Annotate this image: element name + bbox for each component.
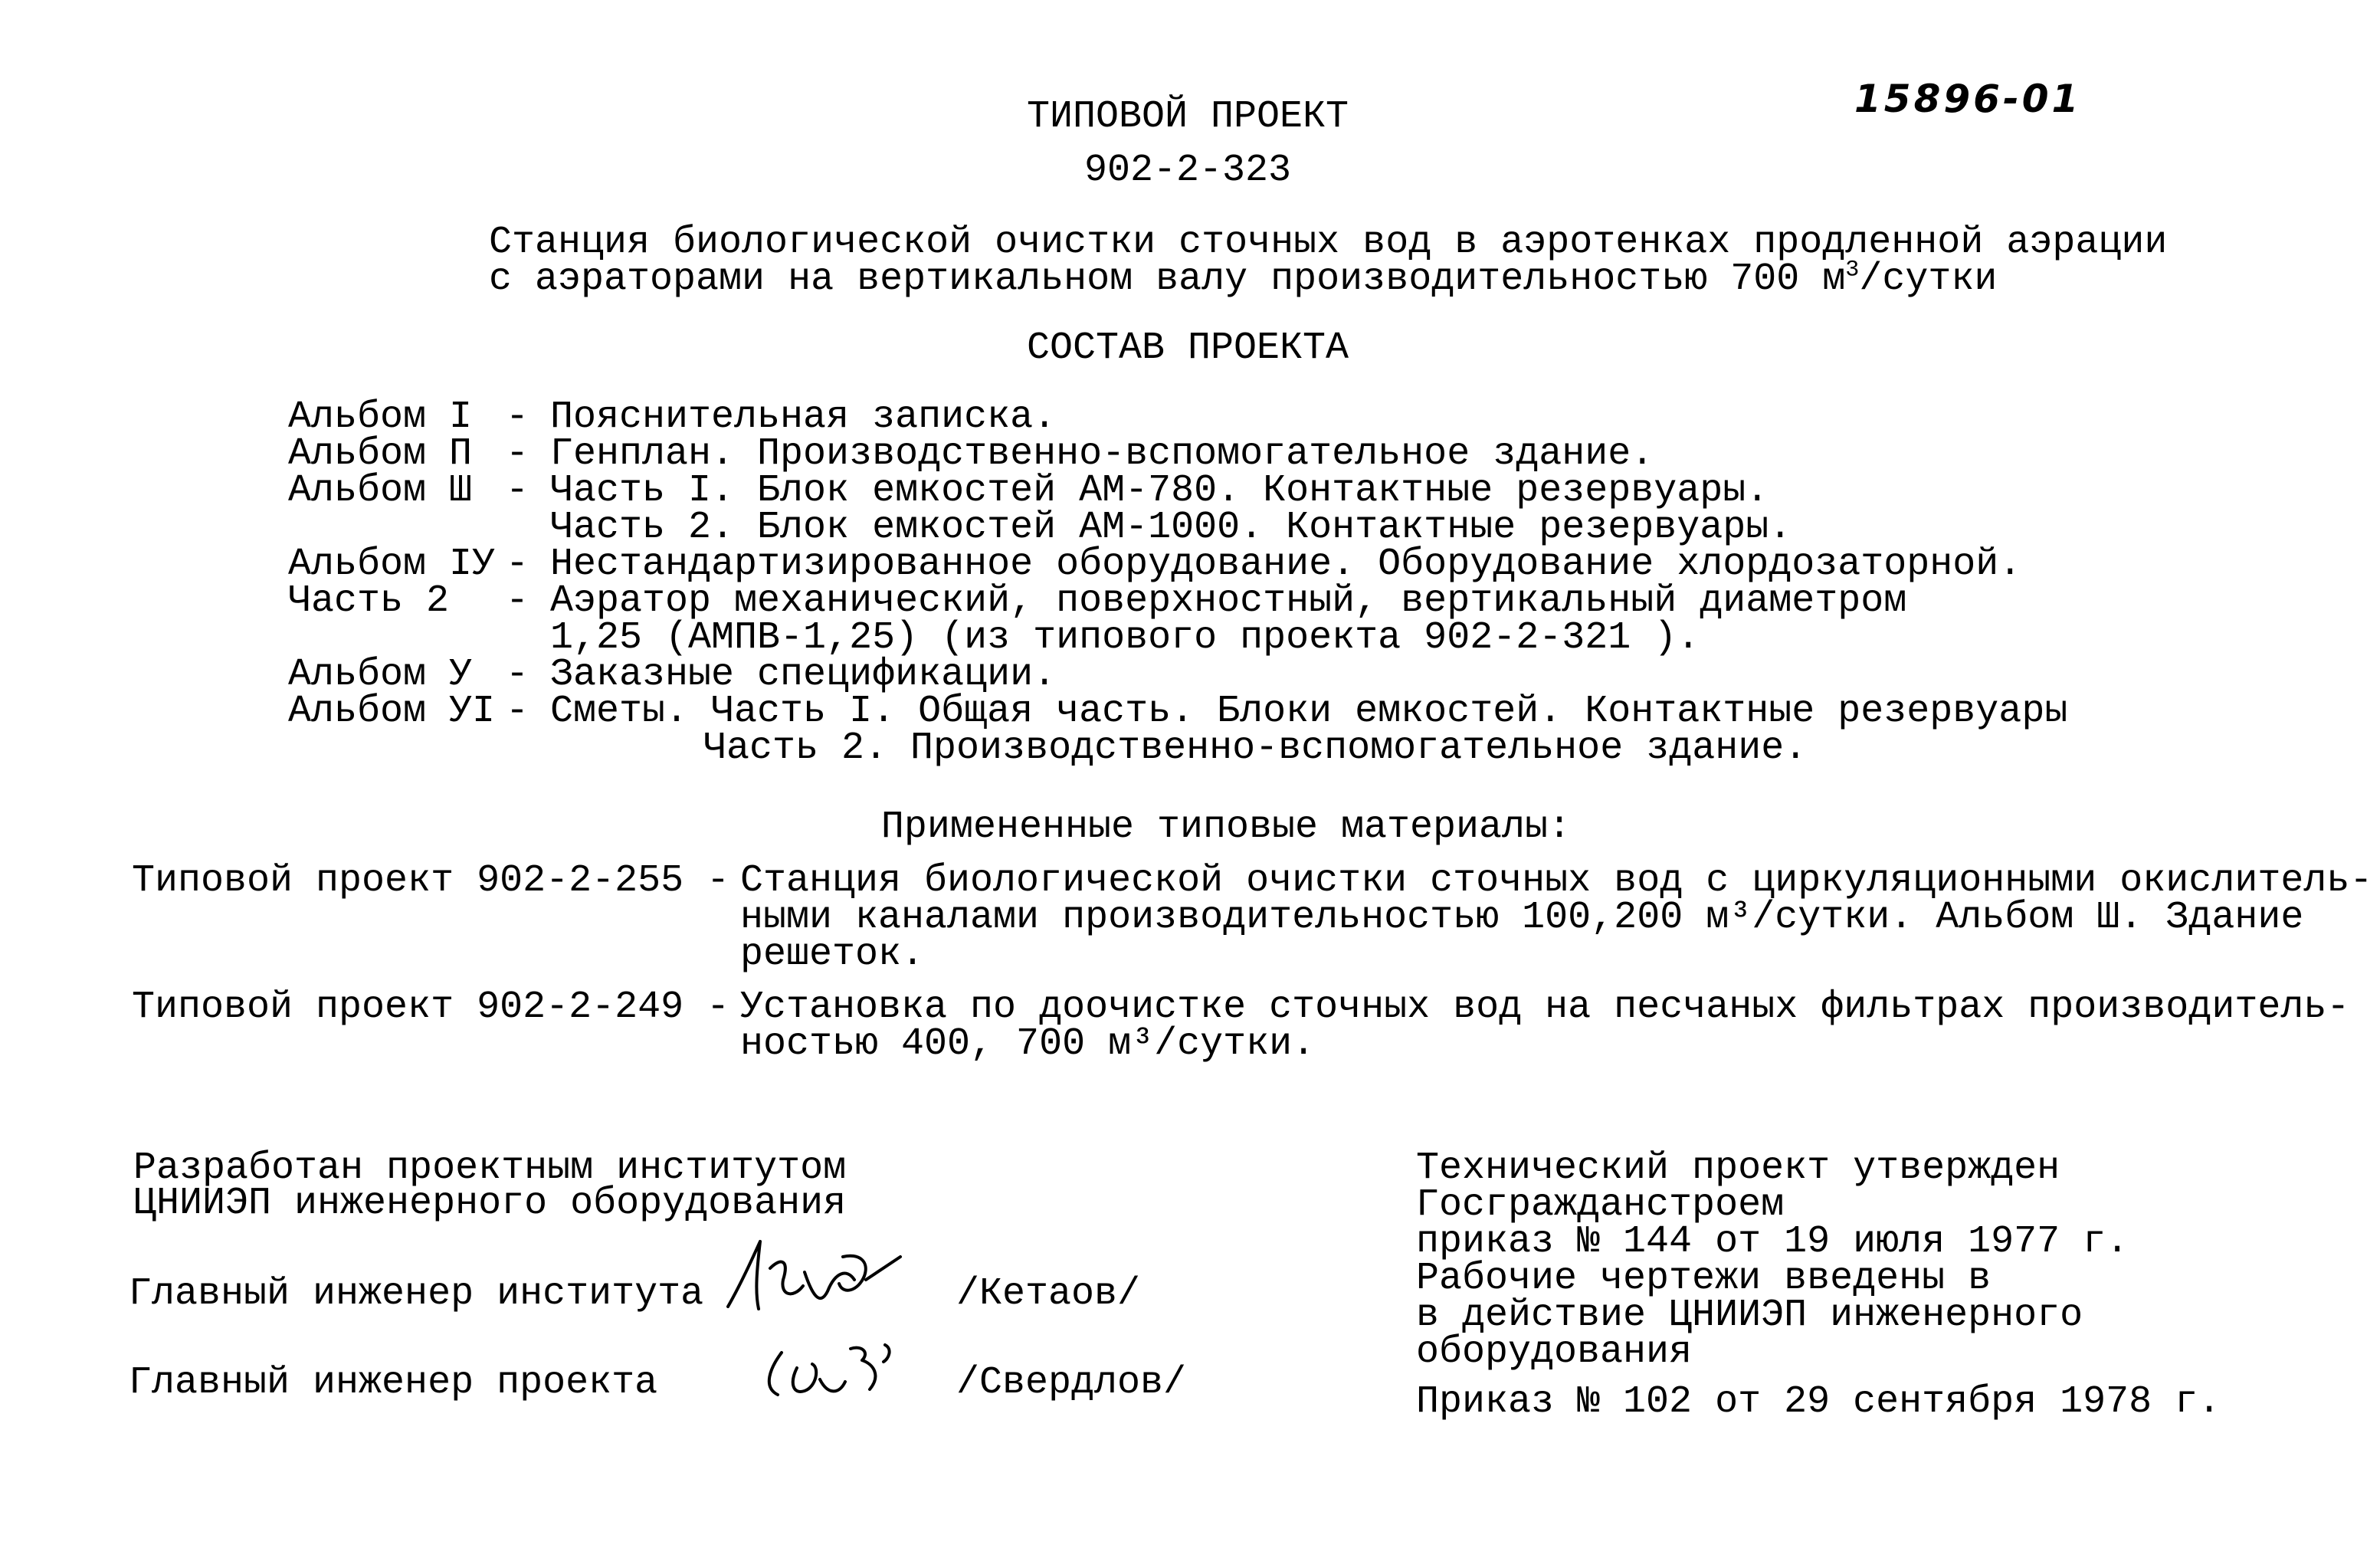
project-number: 902-2-323 [1083, 149, 1292, 192]
composition-entry-label: Часть 2 [288, 579, 496, 623]
doc-title: ТИПОВОЙ ПРОЕКТ [1026, 95, 1349, 139]
composition-entry-text: Сметы. Часть I. Общая часть. Блоки емкостей. Контактные резервуары [550, 690, 2068, 733]
signature-name-1: /Кетаов/ [956, 1272, 1141, 1316]
composition-entry-text: Пояснительная записка. [550, 395, 1057, 439]
developer-line-2: ЦНИИЭП инженерного оборудования [133, 1182, 847, 1225]
material-reference: Типовой проект 902-2-255 - [132, 859, 730, 903]
material-reference: Типовой проект 902-2-249 - [132, 986, 730, 1029]
approval-order: Приказ № 102 от 29 сентября 1978 г. [1416, 1380, 2221, 1424]
composition-entry-label: Альбом I [288, 395, 496, 439]
signature-role-2: Главный инженер проекта [129, 1361, 658, 1405]
signature-ketaov [713, 1226, 912, 1326]
approval-line: в действие ЦНИИЭП инженерного [1416, 1294, 2083, 1337]
composition-entry-label: Альбом УI [288, 690, 496, 733]
material-description-line: Станция биологической очистки сточных вод с циркуляционными окислитель- [740, 859, 2373, 903]
composition-entry-dash: - [506, 432, 529, 476]
composition-entry-dash: - [506, 579, 529, 623]
composition-entry-dash: - [506, 543, 529, 586]
description-line-1: Станция биологической очистки сточных вод в аэротенках продленной аэрации [489, 221, 2168, 264]
composition-entry-text: Часть 2. Блок емкостей АМ-1000. Контактные резервуары. [550, 506, 1792, 549]
composition-entry-dash: - [506, 395, 529, 439]
composition-entry-label: Альбом Ш [288, 469, 496, 513]
composition-entry-text: Аэратор механический, поверхностный, вертикальный диаметром [550, 579, 1907, 623]
composition-entry-text: 1,25 (АМПВ-1,25) (из типового проекта 902-2-321 ). [550, 616, 1700, 660]
material-description-line: ными каналами производительностью 100,200 м³/сутки. Альбом Ш. Здание [740, 896, 2304, 940]
materials-title: Примененные типовые материалы: [880, 805, 1572, 849]
composition-entry-label: Альбом П [288, 432, 496, 476]
composition-title: СОСТАВ ПРОЕКТА [1026, 326, 1349, 370]
superscript-3: 3 [1845, 257, 1860, 284]
developer-line-1: Разработан проектным институтом [133, 1146, 847, 1190]
composition-entry-text: Заказные спецификации. [550, 653, 1057, 697]
description-line-2: с аэраторами на вертикальном валу производительностью 700 $м^3$/сутки [489, 257, 1998, 301]
material-description-line: Установка по доочистке сточных вод на песчаных фильтрах производитель- [740, 986, 2350, 1029]
approval-line: приказ № 144 от 19 июля 1977 г. [1416, 1220, 2129, 1264]
material-description-line: ностью 400, 700 м³/сутки. [740, 1022, 1316, 1066]
material-description-line: решеток. [740, 933, 925, 976]
composition-entry-text: Генплан. Производственно-вспомогательное здание. [550, 432, 1654, 476]
signature-sverdlov [755, 1322, 908, 1406]
composition-entry-dash: - [506, 469, 529, 513]
composition-entry-label: Альбом IУ [288, 543, 496, 586]
composition-entry-dash: - [506, 690, 529, 733]
approval-line: Рабочие чертежи введены в [1416, 1257, 1992, 1300]
handwritten-stamp-number: 15896-01 [1854, 77, 2082, 121]
composition-entry-text: Нестандартизированное оборудование. Оборудование хлордозаторной. [550, 543, 2022, 586]
signature-name-2: /Свердлов/ [956, 1361, 1187, 1405]
composition-entry-label: Альбом У [288, 653, 496, 697]
composition-entry-text: Часть I. Блок емкостей АМ-780. Контактные резервуары. [550, 469, 1769, 513]
approval-line: Технический проект утвержден [1416, 1146, 2060, 1190]
approval-line: Госгражданстроем [1416, 1183, 1785, 1227]
approval-line: оборудования [1416, 1330, 1693, 1374]
signature-role-1: Главный инженер института [129, 1272, 704, 1316]
composition-entry-dash: - [506, 653, 529, 697]
composition-entry-text: Часть 2. Производственно-вспомогательное здание. [703, 726, 1808, 770]
